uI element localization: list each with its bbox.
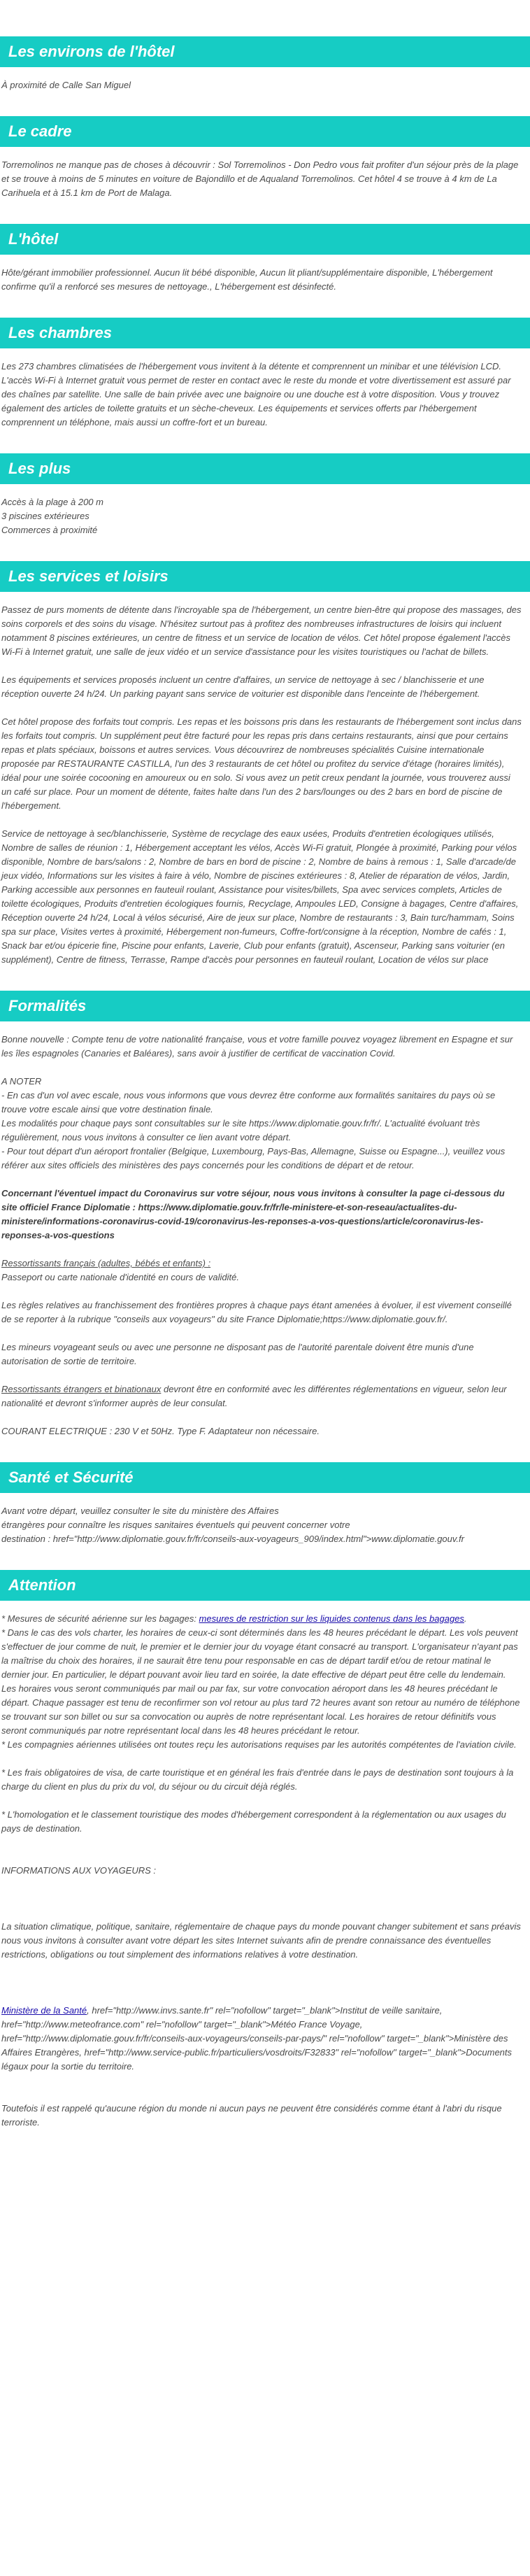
bagages-text — [1, 1612, 522, 1626]
sante-line: Avant votre départ, veuillez consulter le site du ministère des Affaires — [1, 1506, 279, 1516]
services-paragraph: Les équipements et services proposés incluent un centre d'affaires, un service de nettoyage à sec / blanchisserie et une réception ouverte 24 h/24. Un parking payant sans service de voiturier est disponible dans l'enceinte de l'hébergement. — [1, 674, 485, 699]
etrangers-label: Ressortissants étrangers et binationaux — [1, 1384, 162, 1394]
section-attention — [0, 1570, 530, 2130]
section-header-hotel — [0, 224, 530, 255]
section-sante — [0, 1462, 530, 1546]
infos-voyageurs-heading: INFORMATIONS AUX VOYAGEURS : — [1, 1865, 157, 1876]
section-header-environs — [0, 36, 530, 67]
ministere-sante-link[interactable]: Ministère de la Santé — [1, 2005, 87, 2016]
section-title: Le cadre — [8, 122, 72, 140]
services-paragraph: Passez de purs moments de détente dans l'incroyable spa de l'hébergement, un centre bien-être qui propose des massages, des soins corporels et des soins du visage. N'hésitez surtout pas à profitez des nombreuses infrastructures de loisirs qui incluent notamment 8 piscines extérieures, un centre de fitness et un service de location de vélos. Cet hôtel propose également l'accès Wi-Fi à Internet gratuit, une salle de jeux vidéo et un service d'assistance pour les visites touristiques ou l'achat de billets. — [1, 604, 522, 657]
section-plus — [0, 453, 530, 537]
section-chambres — [0, 318, 530, 430]
plus-item: Accès à la plage à 200 m — [1, 497, 103, 507]
ministere-text — [1, 2004, 522, 2074]
homologation-text: * L'homologation et le classement touristique des modes d'hébergement correspondent à la réglementation ou aux usages du pays de destination. — [1, 1809, 506, 1834]
situation-text: La situation climatique, politique, sanitaire, réglementaire de chaque pays du monde pouvant changer subitement et sans préavis nous vous invitons à consulter avant votre départ les sites Internet suivants afin de prendre connaissance des éventuelles restrictions, obligations ou tout simplement des informations relatives à votre destination. — [1, 1921, 521, 1960]
hotel-text: Hôte/gérant immobilier professionnel. Aucun lit bébé disponible, Aucun lit pliant/supplémentaire disponible, L'hébergement confirme qu'il a renforcé ses mesures de nettoyage., L'hébergement est désinfecté. — [1, 267, 493, 292]
section-header-sante — [0, 1462, 530, 1493]
sante-line: destination : href="http://www.diplomatie.gouv.fr/fr/conseils-aux-voyageurs_909/index.html">www.diplomatie.gouv.fr — [1, 1534, 464, 1544]
frais-text: * Les frais obligatoires de visa, de carte touristique et en général les frais d'entrée dans le pays de destination sont toujours à la charge du client en plus du prix du vol, du séjour ou du circuit déjà réglés. — [1, 1767, 514, 1792]
services-paragraph: Cet hôtel propose des forfaits tout compris. Les repas et les boissons pris dans les restaurants de l'hébergement sont inclus dans les forfaits tout compris. Un supplément peut être facturé pour les repas pris dans certains restaurants, ainsi que pour certains repas et plats spéciaux, boissons et autres services. Vous découvrirez de nombreuses spécialités Cuisine internationale proposée par RESTAURANTE CASTILLA, l'un des 3 restaurants de cet hôtel ou profitez du service d'étage (horaires limités), idéal pour une soirée cocooning en amoureux ou en solo. Si vous avez un petit creux pendant la journée, vous trouverez aussi un café sur place. Pour un moment de détente, faites halte dans l'un des 2 bars/lounges ou des 2 bars en bord de piscine de l'hébergement. — [1, 716, 522, 811]
section-title: Les environs de l'hôtel — [8, 43, 175, 60]
mineurs-text: Les mineurs voyageant seuls ou avec une personne ne disposant pas de l'autorité parentale doivent être munis d'une autorisation de sortie de territoire. — [1, 1342, 474, 1366]
environs-line: À proximité de Calle San Miguel — [1, 80, 131, 90]
ressortissants-label: Ressortissants français (adultes, bébés et enfants) : — [1, 1258, 211, 1268]
section-environs — [0, 36, 530, 92]
section-header-attention — [0, 1570, 530, 1601]
section-title: Les chambres — [8, 324, 112, 341]
section-title: Attention — [8, 1576, 76, 1594]
terrorisme-text: Toutefois il est rappelé qu'aucune région du monde ni aucun pays ne peuvent être considérés comme étant à l'abri du risque terroriste. — [1, 2103, 502, 2128]
note-line: - En cas d'un vol avec escale, nous vous informons que vous devrez être conforme aux formalités sanitaires du pays où se trouve votre escale ainsi que votre destination finale. — [1, 1090, 496, 1114]
section-formalites — [0, 991, 530, 1438]
note-line: Les modalités pour chaque pays sont consultables sur le site https://www.diplomatie.gouv.fr/fr/. L'actualité évoluant très régulièrement, nous vous invitons à consulter ce lien avant votre départ. — [1, 1118, 480, 1142]
section-header-cadre — [0, 116, 530, 147]
section-services — [0, 561, 530, 967]
ministere-rest: , href="http://www.invs.sante.fr" rel="nofollow" target="_blank">Institut de veille sanitaire, href="http://www.meteofrance.com" rel="nofollow" target="_blank">Météo France Voyage, href="http://www.diplomatie.gouv.fr/fr/conseils-aux-voyageurs/conseils-par-pays/" rel="nofollow" target="_blank">Ministère des Affaires Etrangères, href="http://www.service-public.fr/particuliers/vosdroits/F32833" rel="nofollow" target="_blank">Documents légaux pour la sortie du territoire. — [1, 2005, 513, 2072]
courant-electrique: COURANT ELECTRIQUE : 230 V et 50Hz. Type F. Adaptateur non nécessaire. — [1, 1426, 320, 1436]
services-amenities-list: Service de nettoyage à sec/blanchisserie, Système de recyclage des eaux usées, Produits d'entretien écologiques utilisés, Nombre de salles de réunion : 1, Hébergement acceptant les vélos, Accès Wi-Fi gratuit, Plongée à proximité, Parking pour vélos disponible, Nombre de bars/salons : 2, Nombre de bars en bord de piscine : 2, Nombre de bains à remous : 1, Salle d'arcade/de jeux vidéo, Informations sur les visites à faire à vélo, Nombre de piscines extérieures : 8, Atelier de réparation de vélos, Jardin, Parking accessible aux personnes en fauteuil roulant, Assistance pour visites/billets, Spa avec services complets, Articles de toilette écologiques, Produits d'entretien écologiques fournis, Recyclage, Ampoules LED, Consigne à bagages, Centre d'affaires, Réception ouverte 24 h/24, Local à vélos sécurisé, Aire de jeux sur place, Nombre de restaurants : 3, Bain turc/hammam, Soins spa sur place, Visites vertes à proximité, Hébergement non-fumeurs, Coffre-fort/consigne à la réception, Nombre de cafés : 1, Snack bar et/ou épicerie fine, Piscine pour enfants, Laverie, Club pour enfants (gratuit), Ascenseur, Parking sans voiturier (en supplément), Centre de fitness, Terrasse, Rampe d'accès pour personnes en fauteuil roulant, Location de vélos sur place — [1, 828, 519, 965]
section-title: L'hôtel — [8, 230, 59, 248]
cadre-text: Torremolinos ne manque pas de choses à découvrir : Sol Torremolinos - Don Pedro vous fait profiter d'un séjour près de la plage et se trouve à moins de 5 minutes en voiture de Bajondillo et de Aqualand Torremolinos. Cet hôtel 4 se trouve à 4 km de La Carihuela et à 15.1 km de Port de Malaga. — [1, 160, 519, 198]
section-title: Les services et loisirs — [8, 567, 169, 585]
note-heading: A NOTER — [1, 1076, 42, 1087]
charter-text: * Dans le cas des vols charter, les horaires de ceux-ci sont déterminés dans les 48 heures précédant le départ. Les vols peuvent s'effectuer de jour comme de nuit, le premier et le dernier jour du voyage étant consacré au transport. L'organisateur n'ayant pas la maîtrise du choix des horaires, il ne saurait être tenu pour responsable en cas de départ tardif et/ou de retour matinal le dernier jour. En particulier, le départ pouvant avoir lieu tard en soirée, la date effective de départ peut être celle du lendemain. Les horaires vous seront communiqués par mail ou par fax, sur votre convocation aéroport dans les 48 heures précédant le départ. Chaque passager est tenu de reconfirmer son vol retour au plus tard 72 heures avant son retour au numéro de téléphone se trouvant sur son billet ou sur sa convocation ou auprès de notre représentant local. Les horaires de retour définitifs vous seront communiqués par notre représentant local dans les 48 heures précédant le retour. — [1, 1627, 520, 1736]
section-title: Santé et Sécurité — [8, 1469, 134, 1486]
compagnies-text: * Les compagnies aériennes utilisées ont toutes reçu les autorisations requises par les autorités compétentes de l'aviation civile. — [1, 1739, 517, 1750]
section-header-formalites — [0, 991, 530, 1021]
note-line: - Pour tout départ d'un aéroport frontalier (Belgique, Luxembourg, Pays-Bas, Allemagne, Suisse ou Espagne...), veuillez vous référer aux sites officiels des ministères des pays concernés pour les conditions de départ et de retour. — [1, 1146, 506, 1170]
plus-item: Commerces à proximité — [1, 525, 98, 535]
bagages-suffix: . — [464, 1613, 467, 1624]
section-cadre — [0, 116, 530, 200]
bagages-prefix: * Mesures de sécurité aérienne sur les bagages: — [1, 1613, 199, 1624]
section-title: Les plus — [8, 460, 71, 477]
covid-notice: Concernant l'éventuel impact du Coronavirus sur votre séjour, nous vous invitons à consulter la page ci-dessous du site officiel France Diplomatie : https://www.diplomatie.gouv.fr/fr/le-ministere-et-son-reseau/actualites-du-ministere/informations-coronavirus-covid-19/coronavirus-les-reponses-a-vos-questions/article/coronavirus-les-reponses-a-vos-questions — [1, 1188, 505, 1240]
formalites-intro: Bonne nouvelle : Compte tenu de votre nationalité française, vous et votre famille pouvez voyagez librement en Espagne et sur les îles espagnoles (Canaries et Baléares), sans avoir à justifier de certificat de vaccination Covid. — [1, 1034, 513, 1059]
plus-item: 3 piscines extérieures — [1, 511, 89, 521]
ressortissants-text: Passeport ou carte nationale d'identité en cours de validité. — [1, 1272, 239, 1282]
section-header-plus — [0, 453, 530, 484]
chambres-text: Les 273 chambres climatisées de l'hébergement vous invitent à la détente et comprennent un minibar et une télévision LCD. L'accès Wi-Fi à Internet gratuit vous permet de rester en contact avec le reste du monde et votre divertissement est assuré par des chaînes par satellite. Une salle de bain privée avec une baignoire ou une douche est à votre disposition. Vous y trouvez également des articles de toilette gratuits et un sèche-cheveux. Les équipements et services offerts par l'hébergement comprennent un téléphone, mais aussi un coffre-fort et un bureau. — [1, 361, 511, 427]
section-header-chambres — [0, 318, 530, 348]
frontieres-text: Les règles relatives au franchissement des frontières propres à chaque pays étant amenées à évoluer, il est vivement conseillé de se reporter à la rubrique "conseils aux voyageurs" du site France Diplomatie;https://www.diplomatie.gouv.fr/. — [1, 1300, 512, 1324]
etrangers-text — [1, 1382, 522, 1410]
section-title: Formalités — [8, 997, 87, 1014]
section-hotel — [0, 224, 530, 294]
section-header-services — [0, 561, 530, 592]
sante-line: étrangères pour connaître les risques sanitaires éventuels qui peuvent concerner votre — [1, 1520, 350, 1530]
liquides-restriction-link[interactable]: mesures de restriction sur les liquides contenus dans les bagages — [199, 1613, 464, 1624]
etrangers-body: devront être en conformité avec les différentes réglementations en vigueur, selon leur nationalité et devront s'informer auprès de leur consulat. — [1, 1384, 507, 1408]
